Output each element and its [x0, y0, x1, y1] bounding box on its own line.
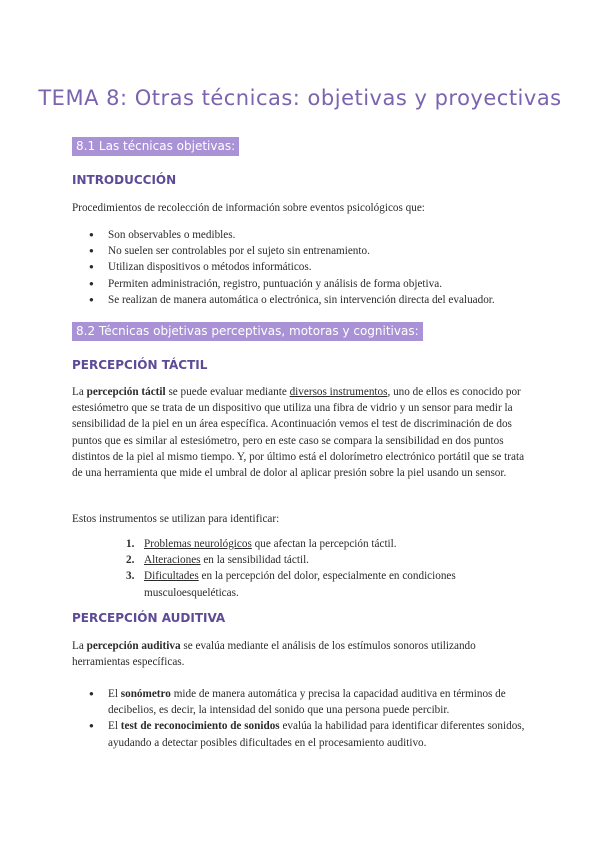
- section-heading-8-1: 8.1 Las técnicas objetivas:: [72, 137, 239, 156]
- text-run: se evalúa mediante el análisis de los estímulos sonoros utilizando herramientas específicas.: [72, 640, 476, 669]
- intro-heading: INTRODUCCIÓN: [72, 173, 177, 187]
- auditory-bullet-list: [72, 686, 532, 751]
- underlined-term: Problemas neurológicos: [144, 538, 252, 550]
- list-item: ● Utilizan dispositivos o métodos informáticos.: [72, 259, 532, 275]
- tactile-numbered-list: [72, 536, 542, 601]
- list-item: [72, 552, 542, 568]
- page-title: TEMA 8: Otras técnicas: objetivas y proyectivas: [38, 86, 562, 110]
- list-number: 3.: [126, 570, 135, 583]
- text-run: que afectan la percepción táctil.: [251, 538, 397, 550]
- list-item: [72, 686, 532, 718]
- text-run: se puede evaluar mediante: [165, 386, 290, 398]
- underlined-term: Alteraciones: [144, 554, 201, 567]
- underlined-term: Dificultades: [144, 570, 199, 583]
- list-item: [72, 718, 532, 750]
- bold-term: percepción táctil: [86, 386, 166, 398]
- section-heading-8-2: 8.2 Técnicas objetivas perceptivas, motoras y cognitivas:: [72, 322, 423, 341]
- tactile-heading: PERCEPCIÓN TÁCTIL: [72, 358, 208, 372]
- text-run: La: [72, 640, 87, 652]
- list-item: ● Se realizan de manera automática o electrónica, sin intervención directa del evaluador.: [72, 292, 532, 308]
- list-item: ● Son observables o medibles.: [72, 227, 532, 243]
- bold-term: percepción auditiva: [86, 640, 181, 652]
- intro-lead: Procedimientos de recolección de información sobre eventos psicológicos que:: [72, 202, 425, 214]
- list-item: [72, 568, 542, 600]
- auditory-heading: PERCEPCIÓN AUDITIVA: [72, 611, 226, 625]
- tactile-paragraph: [72, 384, 528, 481]
- tactile-lead: Estos instrumentos se utilizan para identificar:: [72, 513, 280, 525]
- text-run: evalúa la habilidad para identificar diferentes sonidos, ayudando a detectar posibles dificultades en el procesamiento auditivo.: [108, 720, 525, 749]
- list-item: [72, 536, 542, 552]
- bold-term: test de reconocimiento de sonidos: [120, 720, 280, 733]
- text-run: en la percepción del dolor, especialmente en condiciones musculoesqueléticas.: [144, 570, 456, 599]
- text-run: La: [72, 386, 87, 398]
- text-run: en la sensibilidad táctil.: [200, 554, 309, 567]
- underlined-term: diversos instrumentos: [289, 386, 388, 398]
- text-run: El: [108, 720, 121, 733]
- bold-term: sonómetro: [120, 688, 171, 700]
- list-item: ● Permiten administración, registro, puntuación y análisis de forma objetiva.: [72, 276, 532, 292]
- intro-bullet-list: [72, 227, 532, 308]
- text-run: , uno de ellos es conocido por estesiómetro que se trata de un dispositivo que utiliza una fibra de vidrio y un sensor para medir la sensibilidad de la piel en un área específica. Acontinuación vemos el test de discriminación de dos puntos que es similar al estesiómetro, pero en este caso se compara la sensibilidad en dos puntos distintos de la piel al mismo tiempo. Y, por último está el dolorímetro electrónico portátil que se trata de una herramienta que mide el umbral de dolor al aplicar presión sobre la piel usando un sensor.: [72, 386, 525, 480]
- auditory-paragraph: [72, 638, 528, 670]
- list-item: ● No suelen ser controlables por el sujeto sin entrenamiento.: [72, 243, 532, 259]
- text-run: mide de manera automática y precisa la capacidad auditiva en términos de decibelios, es decir, la intensidad del sonido que una persona puede percibir.: [108, 688, 506, 717]
- list-number: 2.: [126, 554, 135, 567]
- list-number: 1.: [126, 538, 135, 550]
- text-run: El: [108, 688, 121, 700]
